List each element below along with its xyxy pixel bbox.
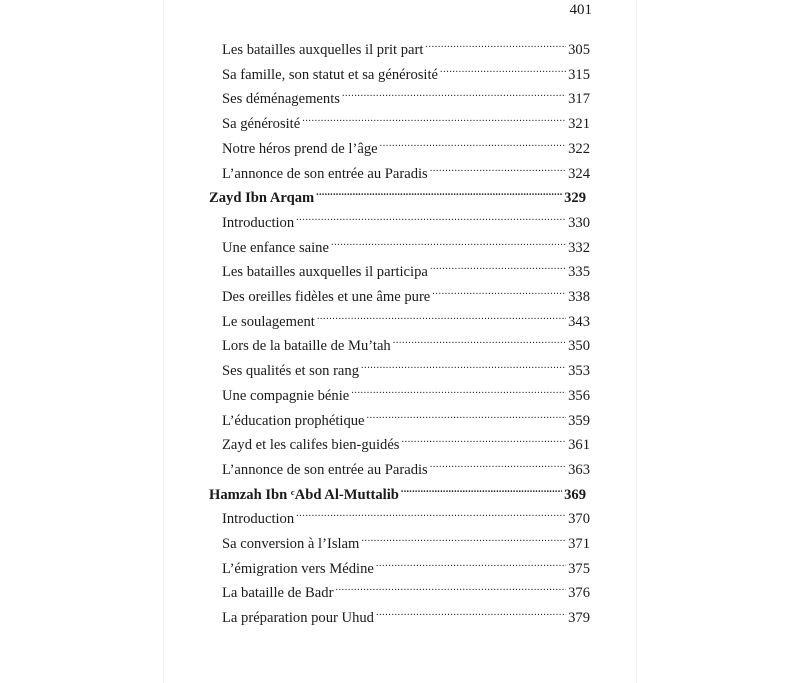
entry-page-number: 359 (568, 412, 590, 429)
toc-entry (222, 401, 590, 429)
toc-entry (222, 573, 590, 602)
toc-entry (222, 79, 590, 108)
toc-entry (222, 598, 590, 627)
entry-title: La préparation pour Uhud (222, 610, 374, 627)
entry-title: La bataille de Badr (222, 585, 334, 602)
toc-entry (222, 351, 590, 380)
chapter-title: Hamzah Ibn ᶜAbd Al-Muttalib (209, 486, 399, 503)
toc-entry (222, 228, 590, 256)
dot-leader (302, 104, 566, 128)
entry-page-number: 363 (568, 461, 590, 478)
entry-page-number: 353 (568, 363, 590, 380)
toc-entry (222, 203, 590, 231)
dot-leader (430, 450, 566, 474)
entry-page-number: 338 (568, 289, 590, 305)
toc-chapter (209, 178, 586, 207)
dot-leader (361, 524, 566, 548)
dot-leader (380, 129, 567, 153)
entry-page-number: 305 (568, 42, 590, 58)
toc-entry (222, 326, 590, 355)
dot-leader (425, 30, 566, 54)
dot-leader (376, 598, 566, 622)
dot-leader (430, 252, 566, 276)
toc-chapter (209, 475, 586, 503)
entry-page-number: 315 (568, 66, 590, 83)
entry-title: L’annonce de son entrée au Paradis (222, 461, 428, 478)
dot-leader (402, 425, 567, 449)
entry-title: Ses qualités et son rang (222, 363, 359, 380)
chapter-title: Zayd Ibn Arqam (209, 190, 315, 207)
dot-leader (317, 302, 566, 326)
entry-title: Notre héros prend de l’âge (222, 140, 378, 157)
entry-title: Ses déménagements (222, 91, 340, 108)
entry-page-number: 332 (568, 239, 590, 256)
entry-page-number: 329 (564, 190, 586, 207)
dot-leader (440, 55, 566, 79)
entry-title: Le soulagement (222, 313, 315, 330)
entry-page-number: 324 (568, 165, 590, 182)
entry-title: Zayd et les califes bien-guidés (222, 437, 400, 454)
entry-page-number: 356 (568, 387, 590, 404)
entry-page-number: 330 (568, 214, 590, 231)
toc-entry (222, 55, 590, 83)
entry-page-number: 369 (564, 486, 586, 503)
dot-leader (430, 154, 566, 178)
dot-leader (296, 499, 566, 523)
entry-title: Une compagnie bénie (222, 387, 350, 404)
entry-page-number: 371 (568, 536, 590, 552)
entry-title: Sa générosité (222, 116, 301, 133)
dot-leader (331, 228, 566, 252)
entry-title: Les batailles auxquelles il prit part (222, 42, 424, 58)
toc-entry (222, 302, 590, 330)
entry-page-number: 321 (568, 116, 590, 133)
entry-title: Introduction (222, 214, 295, 231)
dot-leader (376, 549, 566, 573)
toc-entry (222, 129, 590, 157)
entry-title: Introduction (222, 511, 295, 528)
entry-title: L’éducation prophétique (222, 412, 365, 429)
toc-entry (222, 154, 590, 182)
toc-entry (222, 277, 590, 305)
entry-title: Lors de la bataille de Mu’tah (222, 338, 391, 355)
toc-entry (222, 104, 590, 133)
dot-leader (401, 475, 562, 499)
toc-entry (222, 376, 590, 404)
page-number: 401 (569, 2, 592, 18)
entry-page-number: 317 (568, 91, 590, 108)
toc-entry (222, 30, 590, 58)
entry-page-number: 375 (568, 560, 590, 577)
entry-page-number: 343 (568, 313, 590, 330)
entry-page-number: 361 (568, 437, 590, 454)
entry-page-number: 350 (568, 338, 590, 355)
dot-leader (296, 203, 566, 227)
entry-page-number: 376 (568, 585, 590, 602)
entry-title: Les batailles auxquelles il participa (222, 264, 428, 281)
dot-leader (361, 351, 566, 375)
dot-leader (335, 573, 566, 597)
dot-leader (351, 376, 566, 400)
dot-leader (393, 326, 566, 350)
entry-title: Sa famille, son statut et sa générosité (222, 66, 439, 83)
entry-title: Une enfance saine (222, 239, 329, 256)
toc-entry (222, 524, 590, 552)
toc-entry (222, 425, 590, 454)
entry-title: L’annonce de son entrée au Paradis (222, 165, 428, 182)
dot-leader (432, 277, 566, 301)
entry-page-number: 370 (568, 511, 590, 528)
toc-entry (222, 499, 590, 528)
entry-page-number: 379 (568, 610, 590, 627)
entry-page-number: 335 (568, 264, 590, 281)
toc-entry (222, 549, 590, 577)
entry-title: Sa conversion à l’Islam (222, 536, 360, 552)
dot-leader (367, 401, 567, 425)
dot-leader (316, 178, 562, 202)
entry-page-number: 322 (568, 140, 590, 157)
toc-entry (222, 450, 590, 478)
dot-leader (342, 79, 566, 103)
entry-title: L’émigration vers Médine (222, 560, 374, 577)
toc-entry (222, 252, 590, 281)
entry-title: Des oreilles fidèles et une âme pure (222, 289, 431, 305)
